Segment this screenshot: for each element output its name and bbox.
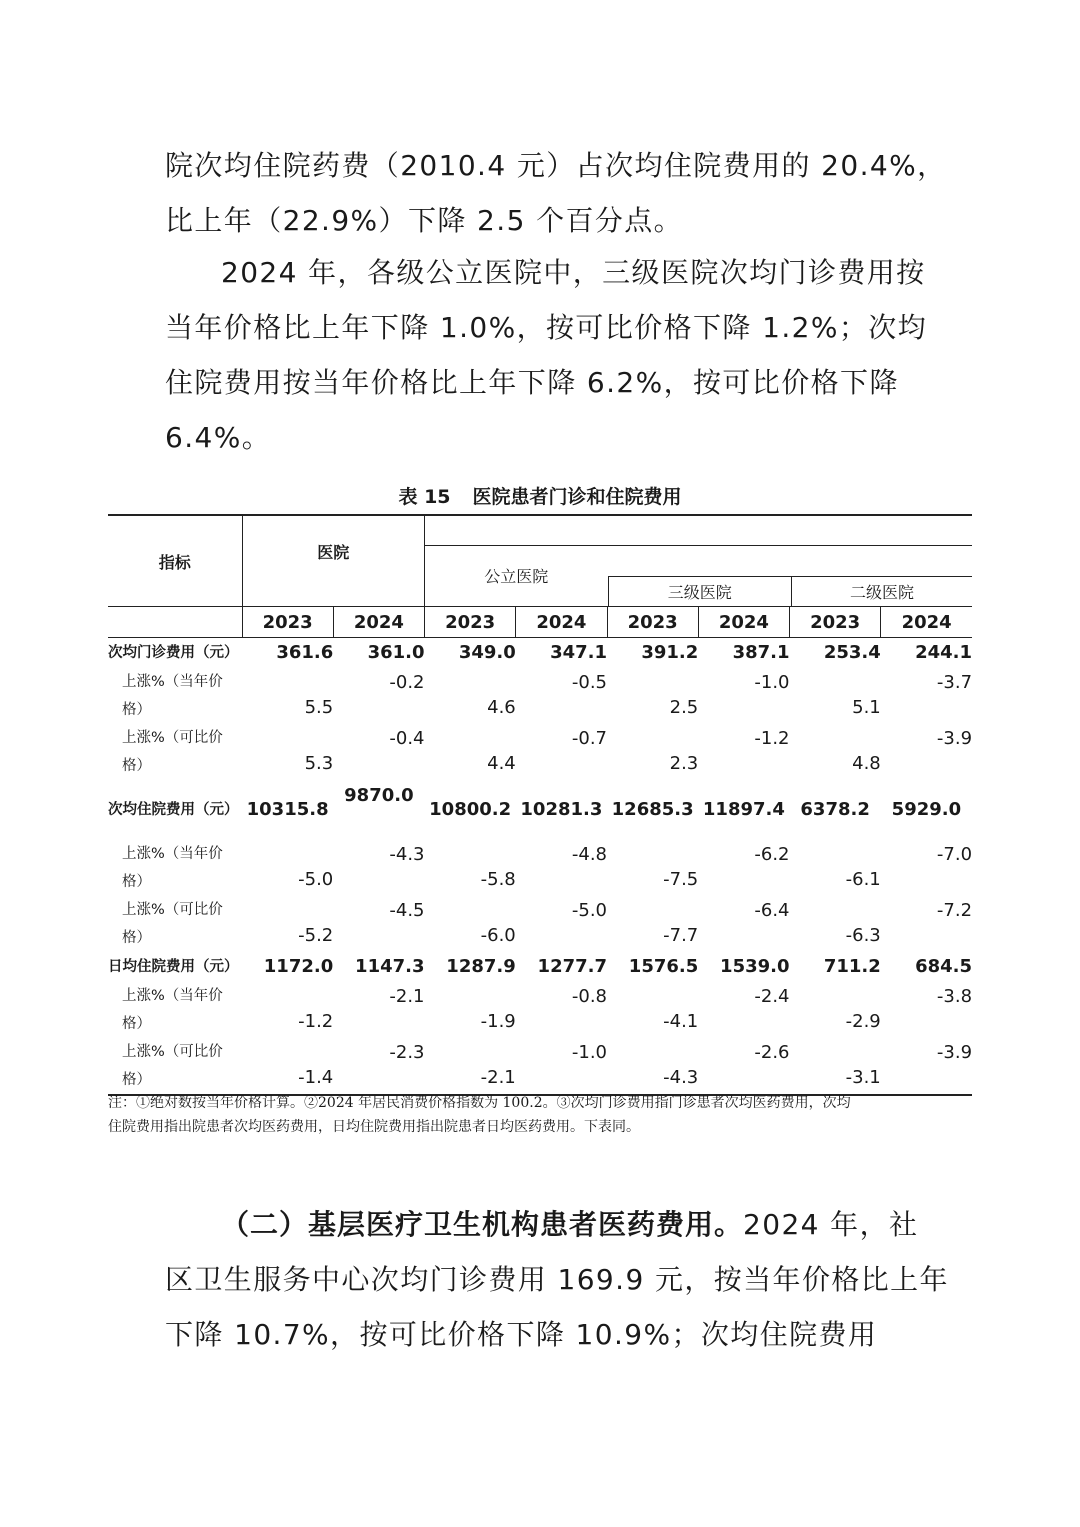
table-cell: -2.4 bbox=[754, 985, 790, 1007]
table-cell: -2.1 bbox=[389, 985, 425, 1007]
paragraph-drug-cost bbox=[165, 138, 947, 248]
table-cell: 5.3 bbox=[304, 752, 334, 774]
table-row bbox=[108, 668, 972, 724]
table-cell: -3.8 bbox=[936, 985, 973, 1007]
row-label: 上涨%（当年价格） bbox=[122, 845, 223, 890]
paragraph-line: 住院费用按当年价格比上年下降 6.2%，按可比价格下降 bbox=[165, 366, 899, 399]
table-cell: -4.5 bbox=[389, 899, 425, 921]
year-cell: 2024 bbox=[881, 607, 972, 638]
paragraph-line: 6.4%。 bbox=[165, 421, 272, 454]
spacer bbox=[108, 607, 242, 638]
paragraph-line: 当年价格比上年下降 1.0%，按可比价格下降 1.2%；次均 bbox=[165, 311, 928, 344]
table-cell: 387.1 bbox=[732, 642, 790, 664]
table-cell: -6.4 bbox=[754, 899, 790, 921]
year-cell: 2023 bbox=[607, 607, 698, 638]
header-indicator: 指标 bbox=[108, 515, 242, 607]
table-cell: 253.4 bbox=[823, 642, 881, 664]
paragraph-primary-care bbox=[165, 1197, 949, 1362]
paragraph-text: 2024 年，社 bbox=[743, 1208, 919, 1241]
table-cell: -4.3 bbox=[607, 1038, 698, 1095]
table-cell: -4.3 bbox=[389, 843, 425, 865]
table-cell: 2.5 bbox=[669, 696, 699, 718]
table-cell: -4.1 bbox=[663, 1010, 699, 1032]
table-cell: -5.8 bbox=[480, 868, 516, 890]
table-cell: -6.0 bbox=[480, 924, 516, 946]
table-cell: -2.3 bbox=[333, 1038, 424, 1095]
table-cell: -6.1 bbox=[845, 868, 881, 890]
year-cell: 2023 bbox=[425, 607, 516, 638]
header-public-group bbox=[425, 545, 973, 607]
paragraph-line: 比上年（22.9%）下降 2.5 个百分点。 bbox=[165, 204, 684, 237]
table-row bbox=[108, 1038, 972, 1095]
table-cell: 2.3 bbox=[669, 752, 699, 774]
table-cell: -1.4 bbox=[242, 1038, 333, 1095]
header-spacer bbox=[425, 515, 973, 545]
note-line: 住院费用指出院患者次均医药费用，日均住院费用指出院患者日均医药费用。下表同。 bbox=[108, 1119, 640, 1135]
table-cell: 391.2 bbox=[641, 642, 699, 664]
table-cell: -6.3 bbox=[845, 924, 881, 946]
table-cell: -1.2 bbox=[298, 1010, 334, 1032]
section-heading: （二）基层医疗卫生机构患者医药费用。 bbox=[221, 1208, 744, 1241]
table-cell: -0.7 bbox=[571, 727, 608, 749]
table-cell: -1.2 bbox=[754, 727, 790, 749]
table-cell: -0.8 bbox=[571, 985, 608, 1007]
table-cell: 11897.4 bbox=[702, 798, 785, 820]
table-row bbox=[108, 840, 972, 896]
table-row bbox=[108, 638, 972, 668]
table-caption: 医院患者门诊和住院费用 bbox=[472, 486, 682, 508]
year-cell: 2024 bbox=[333, 607, 424, 638]
row-label: 次均住院费用（元） bbox=[108, 801, 239, 818]
note-line: 注：①绝对数按当年价格计算。②2024 年居民消费价格指数为 100.2。③次均门诊费用指门诊患者次均医药费用，次均 bbox=[108, 1095, 851, 1111]
table-cell: 10800.2 bbox=[429, 798, 512, 820]
header-tertiary: 三级医院 bbox=[608, 577, 793, 606]
table-cell: -4.8 bbox=[571, 843, 608, 865]
table-cell: -7.7 bbox=[663, 924, 699, 946]
table-row bbox=[108, 780, 972, 840]
year-cell: 2024 bbox=[516, 607, 607, 638]
paragraph-public-hospitals bbox=[165, 245, 928, 465]
table-cell: -7.5 bbox=[663, 868, 699, 890]
table-cell: -3.9 bbox=[881, 1038, 972, 1095]
row-label: 上涨%（当年价格） bbox=[122, 673, 223, 718]
row-label: 次均门诊费用（元） bbox=[108, 644, 239, 661]
table-cell: -6.2 bbox=[754, 843, 790, 865]
table-cell: -2.1 bbox=[425, 1038, 516, 1095]
table-cell: 361.0 bbox=[367, 642, 425, 664]
paragraph-line bbox=[165, 1197, 917, 1252]
table-row bbox=[108, 896, 972, 952]
table-cell: 1539.0 bbox=[720, 956, 790, 977]
paragraph-line: 院次均住院药费（2010.4 元）占次均住院费用的 20.4%， bbox=[165, 149, 947, 182]
table-cell: 9870.0 bbox=[344, 784, 414, 806]
table-cell: 12685.3 bbox=[611, 798, 694, 820]
row-label: 上涨%（可比价格） bbox=[108, 1038, 242, 1095]
table-cell: 4.8 bbox=[852, 752, 881, 774]
table-cell: 1287.9 bbox=[446, 956, 516, 977]
table-number: 表 15 bbox=[398, 486, 451, 508]
table-cell: -5.0 bbox=[571, 899, 608, 921]
header-public-hospital: 公立医院 bbox=[484, 567, 549, 586]
table-cell: 1147.3 bbox=[355, 956, 425, 977]
header-secondary: 二级医院 bbox=[850, 582, 915, 602]
table-cell: -0.2 bbox=[389, 671, 425, 693]
paragraph-line: 下降 10.7%，按可比价格下降 10.9%；次均住院费用 bbox=[165, 1318, 878, 1351]
table-cell: 10315.8 bbox=[246, 798, 329, 820]
table-cell: 5.1 bbox=[852, 696, 881, 718]
table-cell: 4.6 bbox=[487, 696, 516, 718]
row-label: 上涨%（可比价格） bbox=[122, 901, 223, 946]
paragraph-line: 2024 年，各级公立医院中，三级医院次均门诊费用按 bbox=[221, 256, 926, 289]
table-cell: -2.6 bbox=[698, 1038, 789, 1095]
table-title bbox=[0, 482, 1080, 509]
table-cell: -0.5 bbox=[571, 671, 608, 693]
table-cell: 6378.2 bbox=[800, 798, 870, 820]
table-cell: -3.9 bbox=[936, 727, 973, 749]
header-hospital: 医院 bbox=[242, 515, 425, 607]
table-cell: 1172.0 bbox=[263, 956, 334, 977]
table-cell: -2.9 bbox=[845, 1010, 881, 1032]
table-row bbox=[108, 982, 972, 1038]
table-cell: 347.1 bbox=[550, 642, 608, 664]
table-cell: -3.7 bbox=[936, 671, 973, 693]
table-cell: 1576.5 bbox=[628, 956, 699, 977]
row-label: 日均住院费用（元） bbox=[108, 958, 239, 975]
year-cell: 2024 bbox=[698, 607, 789, 638]
table-cell: -3.1 bbox=[790, 1038, 881, 1095]
table-cell: 349.0 bbox=[458, 642, 516, 664]
table-cell: -1.0 bbox=[754, 671, 790, 693]
table-row bbox=[108, 724, 972, 780]
table-cell: 5929.0 bbox=[891, 798, 962, 820]
table-cell: 5.5 bbox=[304, 696, 334, 718]
hospital-cost-table bbox=[108, 514, 972, 1096]
table-cell: -1.0 bbox=[516, 1038, 607, 1095]
row-label: 上涨%（当年价格） bbox=[122, 987, 223, 1032]
table-cell: 4.4 bbox=[487, 752, 516, 774]
table-row bbox=[108, 952, 972, 982]
table-cell: -5.2 bbox=[298, 924, 334, 946]
table-note bbox=[108, 1091, 974, 1139]
table-cell: 1277.7 bbox=[537, 956, 608, 977]
year-cell: 2023 bbox=[790, 607, 881, 638]
table-cell: 711.2 bbox=[823, 956, 881, 977]
table-cell: 684.5 bbox=[915, 956, 973, 977]
table-cell: -7.2 bbox=[936, 899, 973, 921]
table-cell: 244.1 bbox=[915, 642, 973, 664]
table-cell: 10281.3 bbox=[520, 798, 603, 820]
table-cell: -0.4 bbox=[389, 727, 425, 749]
year-cell: 2023 bbox=[242, 607, 333, 638]
row-label: 上涨%（可比价格） bbox=[122, 729, 223, 774]
table-cell: -1.9 bbox=[480, 1010, 516, 1032]
table-cell: -7.0 bbox=[936, 843, 973, 865]
table-cell: 361.6 bbox=[276, 642, 334, 664]
paragraph-line: 区卫生服务中心次均门诊费用 169.9 元，按当年价格比上年 bbox=[165, 1263, 949, 1296]
table-cell: -5.0 bbox=[298, 868, 334, 890]
